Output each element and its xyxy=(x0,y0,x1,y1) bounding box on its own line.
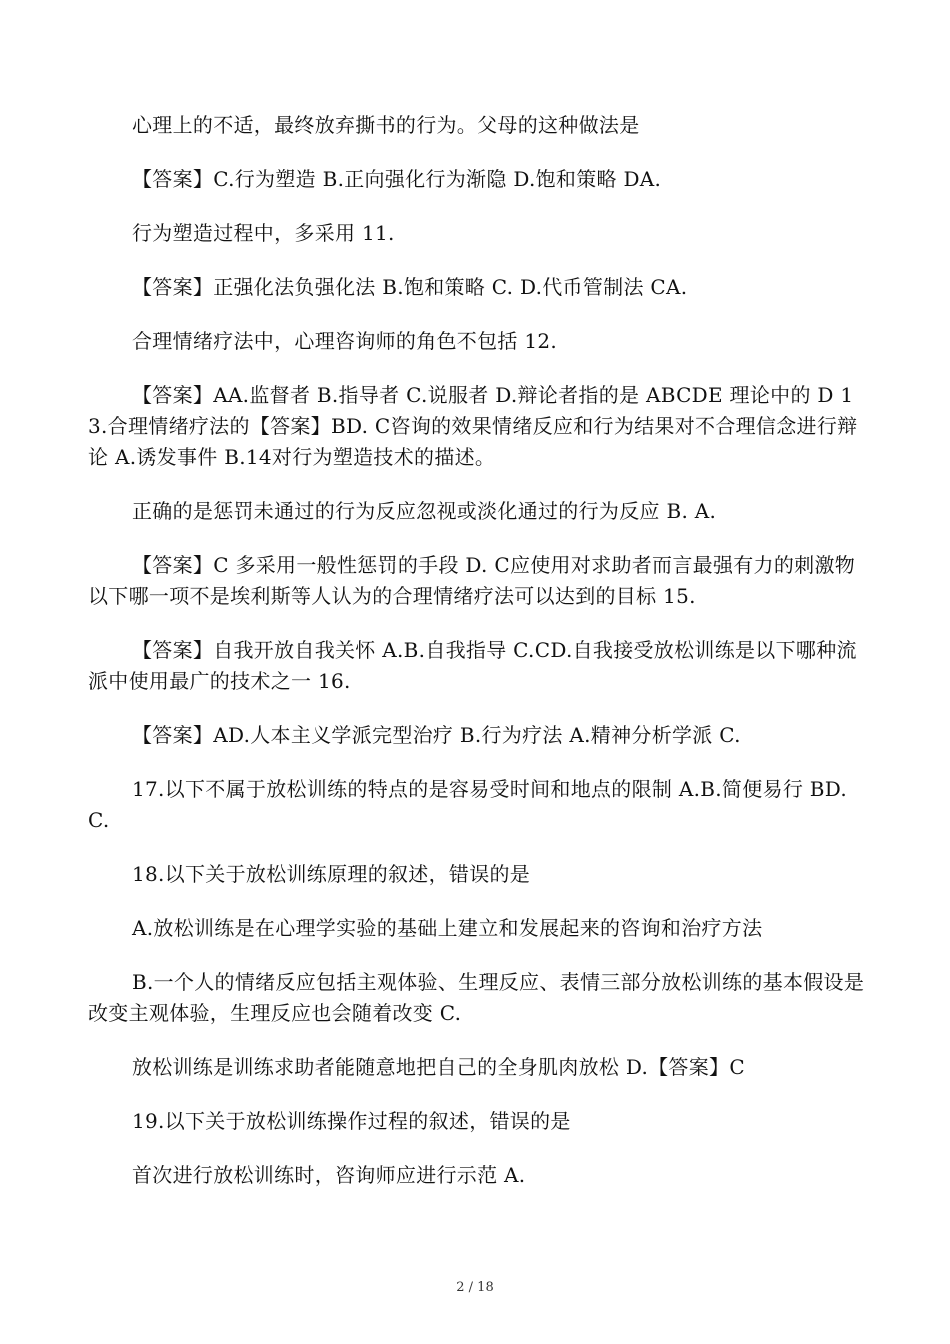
paragraph: A.放松训练是在心理学实验的基础上建立和发展起来的咨询和治疗方法 xyxy=(132,916,763,940)
paragraph: 正确的是惩罚未通过的行为反应忽视或淡化通过的行为反应 B. A. xyxy=(132,499,717,523)
paragraph: 心理上的不适，最终放弃撕书的行为。父母的这种做法是 xyxy=(132,113,640,137)
page-number: 2 / 18 xyxy=(456,1280,494,1295)
paragraph: 【答案】AA.监督者 B.指导者 C.说服者 D.辩论者指的是 ABCDE 理论中的 D 13.合理情绪疗法的【答案】BD. C咨询的效果情绪反应和行为结果对不合理信念进行辩论 A.诱发事件 B.14对行为塑造技术的描述。 xyxy=(88,383,858,469)
paragraph: 17.以下不属于放松训练的特点的是容易受时间和地点的限制 A.B.简便易行 BD.C. xyxy=(88,777,848,832)
paragraph: 行为塑造过程中，多采用 11. xyxy=(132,221,395,245)
paragraph: 【答案】AD.人本主义学派完型治疗 B.行为疗法 A.精神分析学派 C. xyxy=(132,723,741,747)
document-body xyxy=(88,110,868,1214)
paragraph: 【答案】正强化法负强化法 B.饱和策略 C. D.代币管制法 CA. xyxy=(132,275,688,299)
paragraph: 【答案】自我开放自我关怀 A.B.自我指导 C.CD.自我接受放松训练是以下哪种流派中使用最广的技术之一 16. xyxy=(88,638,857,693)
paragraph: 放松训练是训练求助者能随意地把自己的全身肌肉放松 D.【答案】C xyxy=(132,1055,745,1079)
paragraph: 18.以下关于放松训练原理的叙述，错误的是 xyxy=(132,862,531,886)
paragraph: 【答案】C 多采用一般性惩罚的手段 D. C应使用对求助者而言最强有力的刺激物以下哪一项不是埃利斯等人认为的合理情绪疗法可以达到的目标 15. xyxy=(88,553,856,608)
paragraph: 【答案】C.行为塑造 B.正向强化行为渐隐 D.饱和策略 DA. xyxy=(132,167,662,191)
paragraph: 首次进行放松训练时，咨询师应进行示范 A. xyxy=(132,1163,526,1187)
paragraph: B.一个人的情绪反应包括主观体验、生理反应、表情三部分放松训练的基本假设是改变主观体验，生理反应也会随着改变 C. xyxy=(88,970,865,1025)
paragraph: 19.以下关于放松训练操作过程的叙述，错误的是 xyxy=(132,1109,571,1133)
paragraph: 合理情绪疗法中，心理咨询师的角色不包括 12. xyxy=(132,329,558,353)
